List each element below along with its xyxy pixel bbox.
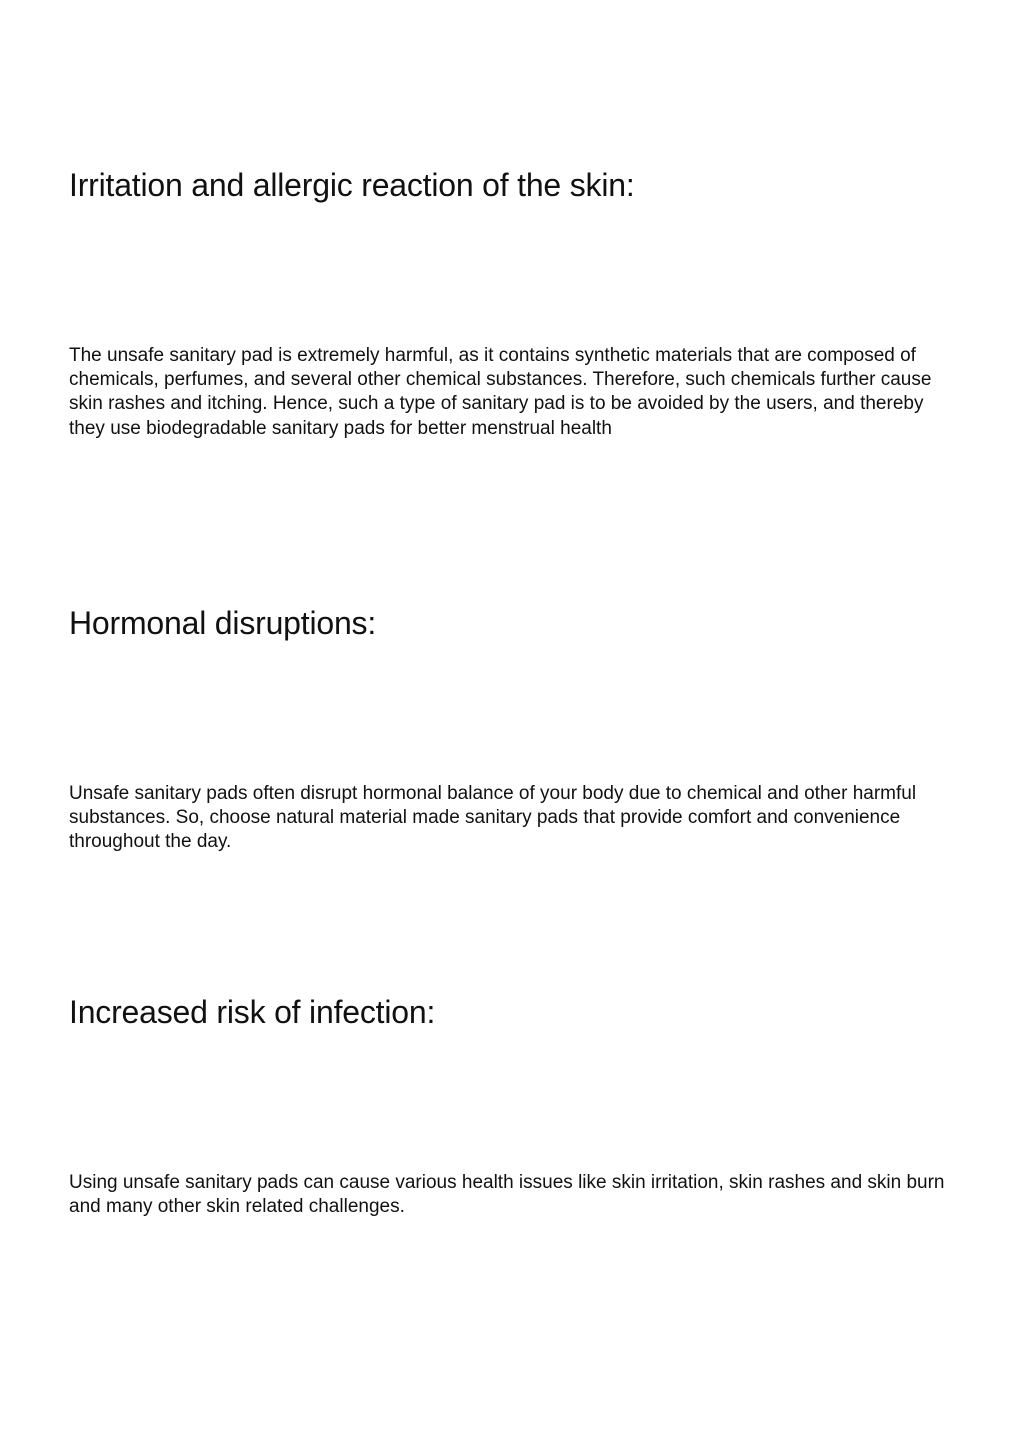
section-heading-infection-risk: Increased risk of infection: — [69, 994, 436, 1030]
section-body-hormonal-disruptions: Unsafe sanitary pads often disrupt hormonal balance of your body due to chemical and other harmful substances. So, choose natural material made sanitary pads that provide comfort and convenience throughout the day. — [69, 783, 917, 853]
section-heading-hormonal-disruptions: Hormonal disruptions: — [69, 605, 377, 641]
section-heading-skin-irritation: Irritation and allergic reaction of the skin: — [69, 167, 635, 203]
section-body-skin-irritation: The unsafe sanitary pad is extremely harmful, as it contains synthetic materials that are composed of chemicals, perfumes, and several other chemical substances. Therefore, such chemicals further cause skin rashes and itching. Hence, such a type of sanitary pad is to be avoided by the users, and thereby they use biodegradable sanitary pads for better menstrual health — [69, 345, 932, 439]
section-body-infection-risk: Using unsafe sanitary pads can cause various health issues like skin irritation, skin rashes and skin burn and many other skin related challenges. — [69, 1172, 945, 1218]
